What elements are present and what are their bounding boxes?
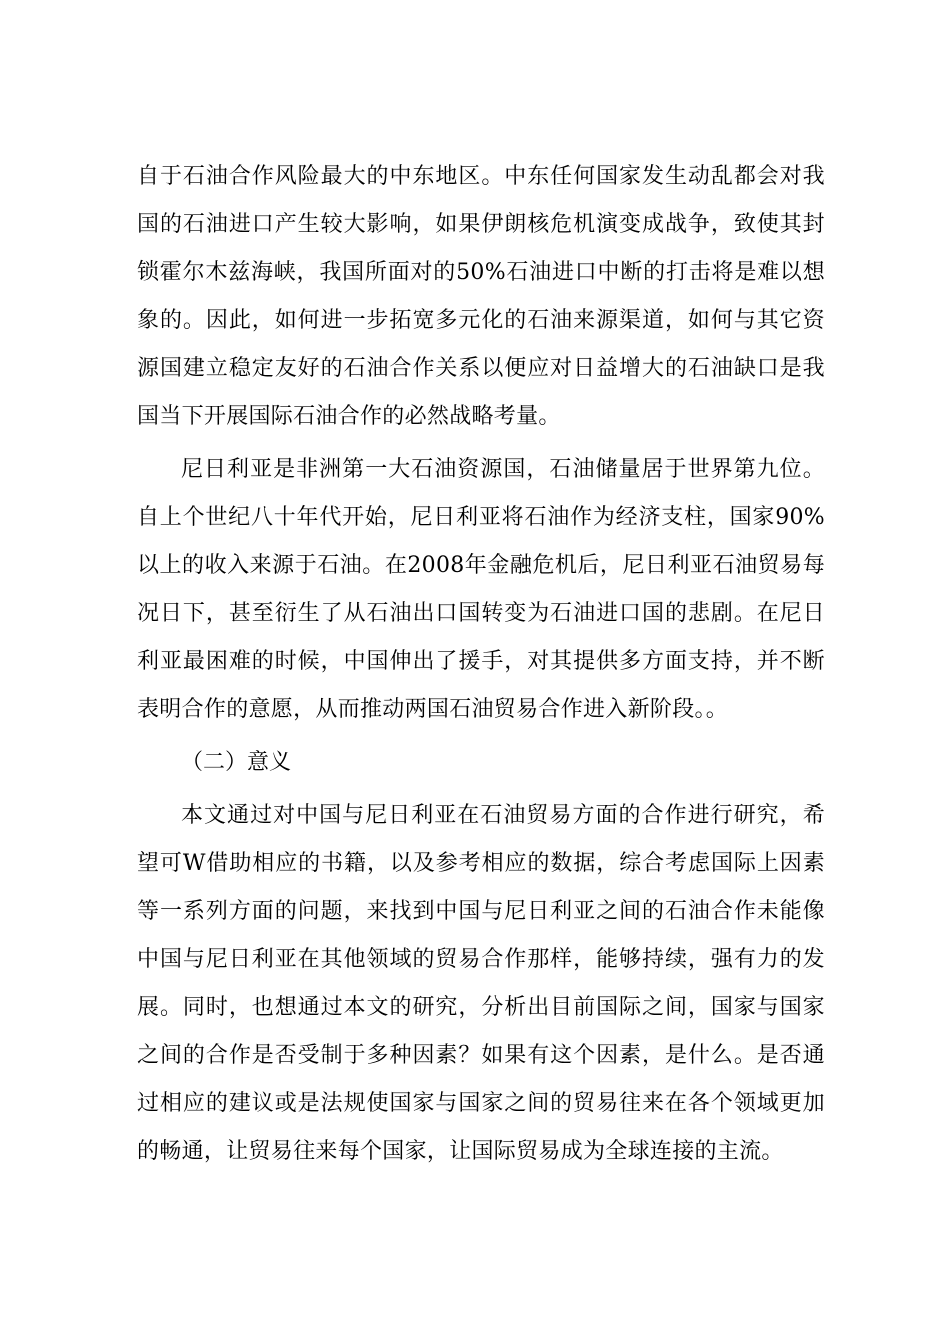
body-paragraph-3: 本文通过对中国与尼日利亚在石油贸易方面的合作进行研究，希望可W借助相应的书籍，以及参考相应的数据，综合考虑国际上因素等一系列方面的问题，来找到中国与尼日利亚之间的石油合作未能像中国与尼日利亚在其他领域的贸易合作那样，能够持续，强有力的发展。同时，也想通过本文的研究，分析出目前国际之间，国家与国家之间的合作是否受制于多种因素？如果有这个因素，是什么。是否通过相应的建议或是法规使国家与国家之间的贸易往来在各个领域更加的畅通，让贸易往来每个国家，让国际贸易成为全球连接的主流。 bbox=[137, 803, 825, 1164]
body-paragraph-2: 尼日利亚是非洲第一大石油资源国，石油储量居于世界第九位。自上个世纪八十年代开始，尼日利亚将石油作为经济支柱，国家90%以上的收入来源于石油。在2008年金融危机后，尼日利亚石油贸易每况日下，甚至衍生了从石油出口国转变为石油进口国的悲剧。在尼日利亚最困难的时候，中国伸出了援手，对其提供多方面支持，并不断表明合作的意愿，从而推动两国石油贸易合作进入新阶段。。 bbox=[137, 457, 825, 722]
body-paragraph-1: 自于石油合作风险最大的中东地区。中东任何国家发生动乱都会对我国的石油进口产生较大影响，如果伊朗核危机演变成战争，致使其封锁霍尔木兹海峡，我国所面对的50%石油进口中断的打击将是难以想象的。因此，如何进一步拓宽多元化的石油来源渠道，如何与其它资源国建立稳定友好的石油合作关系以便应对日益增大的石油缺口是我国当下开展国际石油合作的必然战略考量。 bbox=[137, 164, 825, 429]
document-body bbox=[137, 153, 825, 1176]
section-heading: （二）意义 bbox=[181, 750, 292, 775]
